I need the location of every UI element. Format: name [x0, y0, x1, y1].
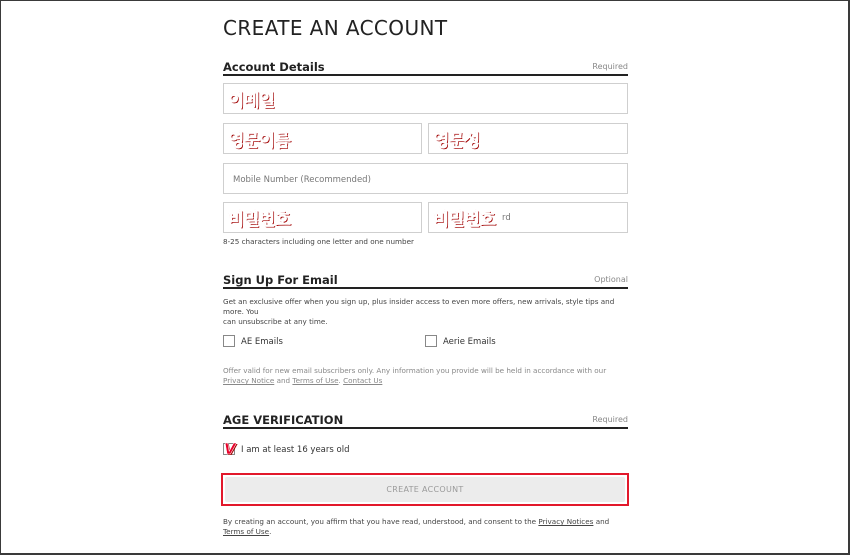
period-text: .: [338, 376, 341, 385]
age-verification-heading: AGE VERIFICATION: [223, 413, 344, 427]
privacy-notices-link[interactable]: Privacy Notices: [538, 517, 594, 526]
required-label: Required: [592, 62, 628, 71]
last-name-field[interactable]: [428, 123, 628, 154]
consent-text: [223, 517, 633, 537]
confirm-password-annotation: 비밀번호: [433, 210, 495, 230]
aerie-emails-label: Aerie Emails: [443, 337, 496, 347]
create-account-button[interactable]: [225, 477, 625, 502]
mobile-number-field[interactable]: [223, 163, 628, 194]
password-hint: 8-25 characters including one letter and one number: [223, 237, 414, 246]
terms-of-use-link[interactable]: Terms of Use: [292, 376, 339, 385]
confirm-password-placeholder-tail: rd: [502, 213, 511, 223]
check-mark-icon: V: [224, 440, 236, 458]
aerie-emails-checkbox[interactable]: [425, 335, 437, 347]
section-divider: [223, 74, 628, 76]
and-text: and: [595, 517, 610, 526]
mobile-number-placeholder: Mobile Number (Recommended): [233, 175, 371, 185]
page-title: CREATE AN ACCOUNT: [223, 16, 448, 40]
email-annotation: 이메일: [228, 91, 275, 111]
password-annotation: 비밀번호: [228, 210, 290, 230]
offer-line: Offer valid for new email subscribers only. Any information you provide will be held in accordance with our: [223, 366, 607, 375]
and-text: and: [276, 376, 291, 385]
age-checkbox[interactable]: [223, 440, 236, 458]
first-name-annotation: 영문이름: [228, 131, 290, 151]
ae-emails-checkbox[interactable]: [223, 335, 235, 347]
email-signup-description: [223, 297, 633, 327]
section-divider: [223, 287, 628, 289]
optional-label: Optional: [594, 275, 628, 284]
contact-us-link[interactable]: Contact Us: [343, 376, 383, 385]
create-account-label: CREATE ACCOUNT: [386, 485, 464, 494]
account-details-heading: Account Details: [223, 60, 325, 74]
offer-disclaimer: [223, 366, 633, 386]
email-field[interactable]: [223, 83, 628, 114]
description-line: can unsubscribe at any time.: [223, 317, 328, 326]
privacy-notice-link[interactable]: Privacy Notice: [223, 376, 275, 385]
first-name-field[interactable]: [223, 123, 422, 154]
confirm-password-field[interactable]: [428, 202, 628, 233]
period-text: .: [269, 527, 272, 536]
password-field[interactable]: [223, 202, 422, 233]
consent-prefix: By creating an account, you affirm that you have read, understood, and consent to the: [223, 517, 537, 526]
ae-emails-label: AE Emails: [241, 337, 283, 347]
section-divider: [223, 427, 628, 429]
last-name-annotation: 영문성: [433, 131, 480, 151]
required-label: Required: [592, 415, 628, 424]
email-signup-heading: Sign Up For Email: [223, 273, 338, 287]
terms-of-use-link[interactable]: Terms of Use: [223, 527, 270, 536]
age-checkbox-label: I am at least 16 years old: [241, 445, 350, 455]
description-line: Get an exclusive offer when you sign up, plus insider access to even more offers, new arrivals, style tips and more. You: [223, 297, 615, 316]
